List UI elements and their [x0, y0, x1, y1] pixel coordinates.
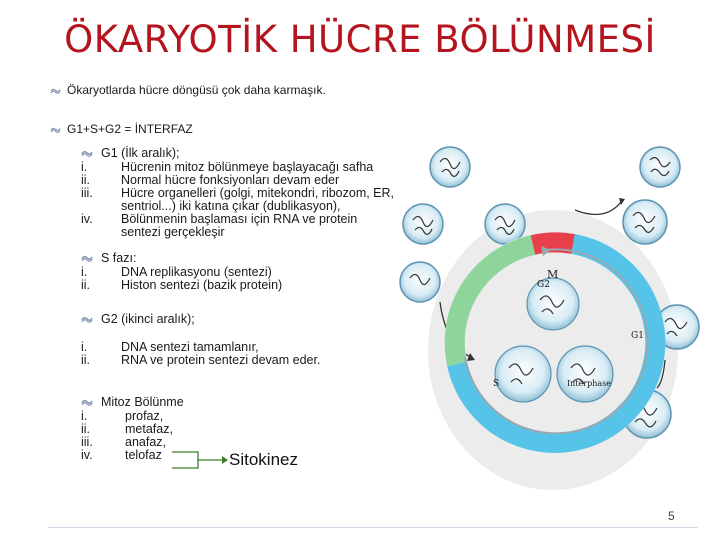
mitoz-heading: Mitoz Bölünme: [81, 395, 241, 410]
label-g1: G1: [631, 331, 644, 341]
s-heading: S fazı:: [81, 251, 381, 266]
cell-cycle-diagram: [395, 142, 710, 502]
list-item: iv. Bölünmenin başlaması için RNA ve protein: [81, 212, 358, 226]
cell-icon: [430, 147, 470, 187]
g1-heading: G1 (İlk aralık);: [81, 146, 421, 161]
list-item: ii. RNA ve protein sentezi devam eder.: [81, 353, 321, 367]
bracket-arrow-icon: [170, 445, 230, 475]
footer-divider: [48, 527, 698, 528]
list-item-continuation: sentezi gerçekleşir: [121, 225, 225, 239]
cell-icon: [400, 262, 440, 302]
label-m: M: [547, 268, 559, 281]
bullet-1-text: Ökaryotlarda hücre döngüsü çok daha karmaşık.: [67, 83, 326, 97]
list-item: i. Hücrenin mitoz bölünmeye başlayacağı safha: [81, 160, 374, 174]
list-item-continuation: sentriol...) iki katına çıkar (dublikasyon),: [121, 199, 341, 213]
bullet-marker-icon: [81, 149, 93, 158]
bullet-marker-icon: [81, 398, 93, 407]
bullet-1: [50, 83, 326, 97]
bullet-marker-icon: [81, 315, 93, 324]
list-item: ii. Normal hücre fonksiyonları devam eder: [81, 173, 340, 187]
list-item: i. DNA replikasyonu (sentezi): [81, 265, 272, 279]
bullet-marker-icon: [81, 254, 93, 263]
bullet-2-text: G1+S+G2 = İNTERFAZ: [67, 122, 193, 136]
g2-heading: G2 (ikinci aralık);: [81, 312, 381, 327]
cell-icon: [485, 204, 525, 244]
sitokinez-label: Sitokinez: [229, 450, 298, 469]
page-number: 5: [668, 509, 675, 523]
cell-icon: [623, 200, 667, 244]
list-item: i. DNA sentezi tamamlanır,: [81, 340, 259, 354]
cell-icon: [403, 204, 443, 244]
cell-icon: [640, 147, 680, 187]
list-item: ii. Histon sentezi (bazik protein): [81, 278, 283, 292]
bullet-marker-icon: [50, 126, 61, 134]
g2-section: [81, 312, 381, 367]
page-title: ÖKARYOTİK HÜCRE BÖLÜNMESİ: [64, 18, 656, 61]
list-item: iii. Hücre organelleri (golgi, mitekondri, ribozom, ER,: [81, 186, 395, 200]
bullet-marker-icon: [50, 87, 61, 95]
bullet-2: [50, 122, 193, 136]
label-interphase: Interphase: [567, 379, 611, 388]
g1-section: [81, 146, 421, 239]
list-item: ii. metafaz,: [81, 422, 173, 436]
s-section: [81, 251, 381, 292]
list-item: iv. telofaz: [81, 448, 162, 462]
label-s: S: [493, 379, 500, 389]
list-item: iii. anafaz,: [81, 435, 167, 449]
list-item: i. profaz,: [81, 409, 164, 423]
label-g2: G2: [537, 280, 550, 290]
